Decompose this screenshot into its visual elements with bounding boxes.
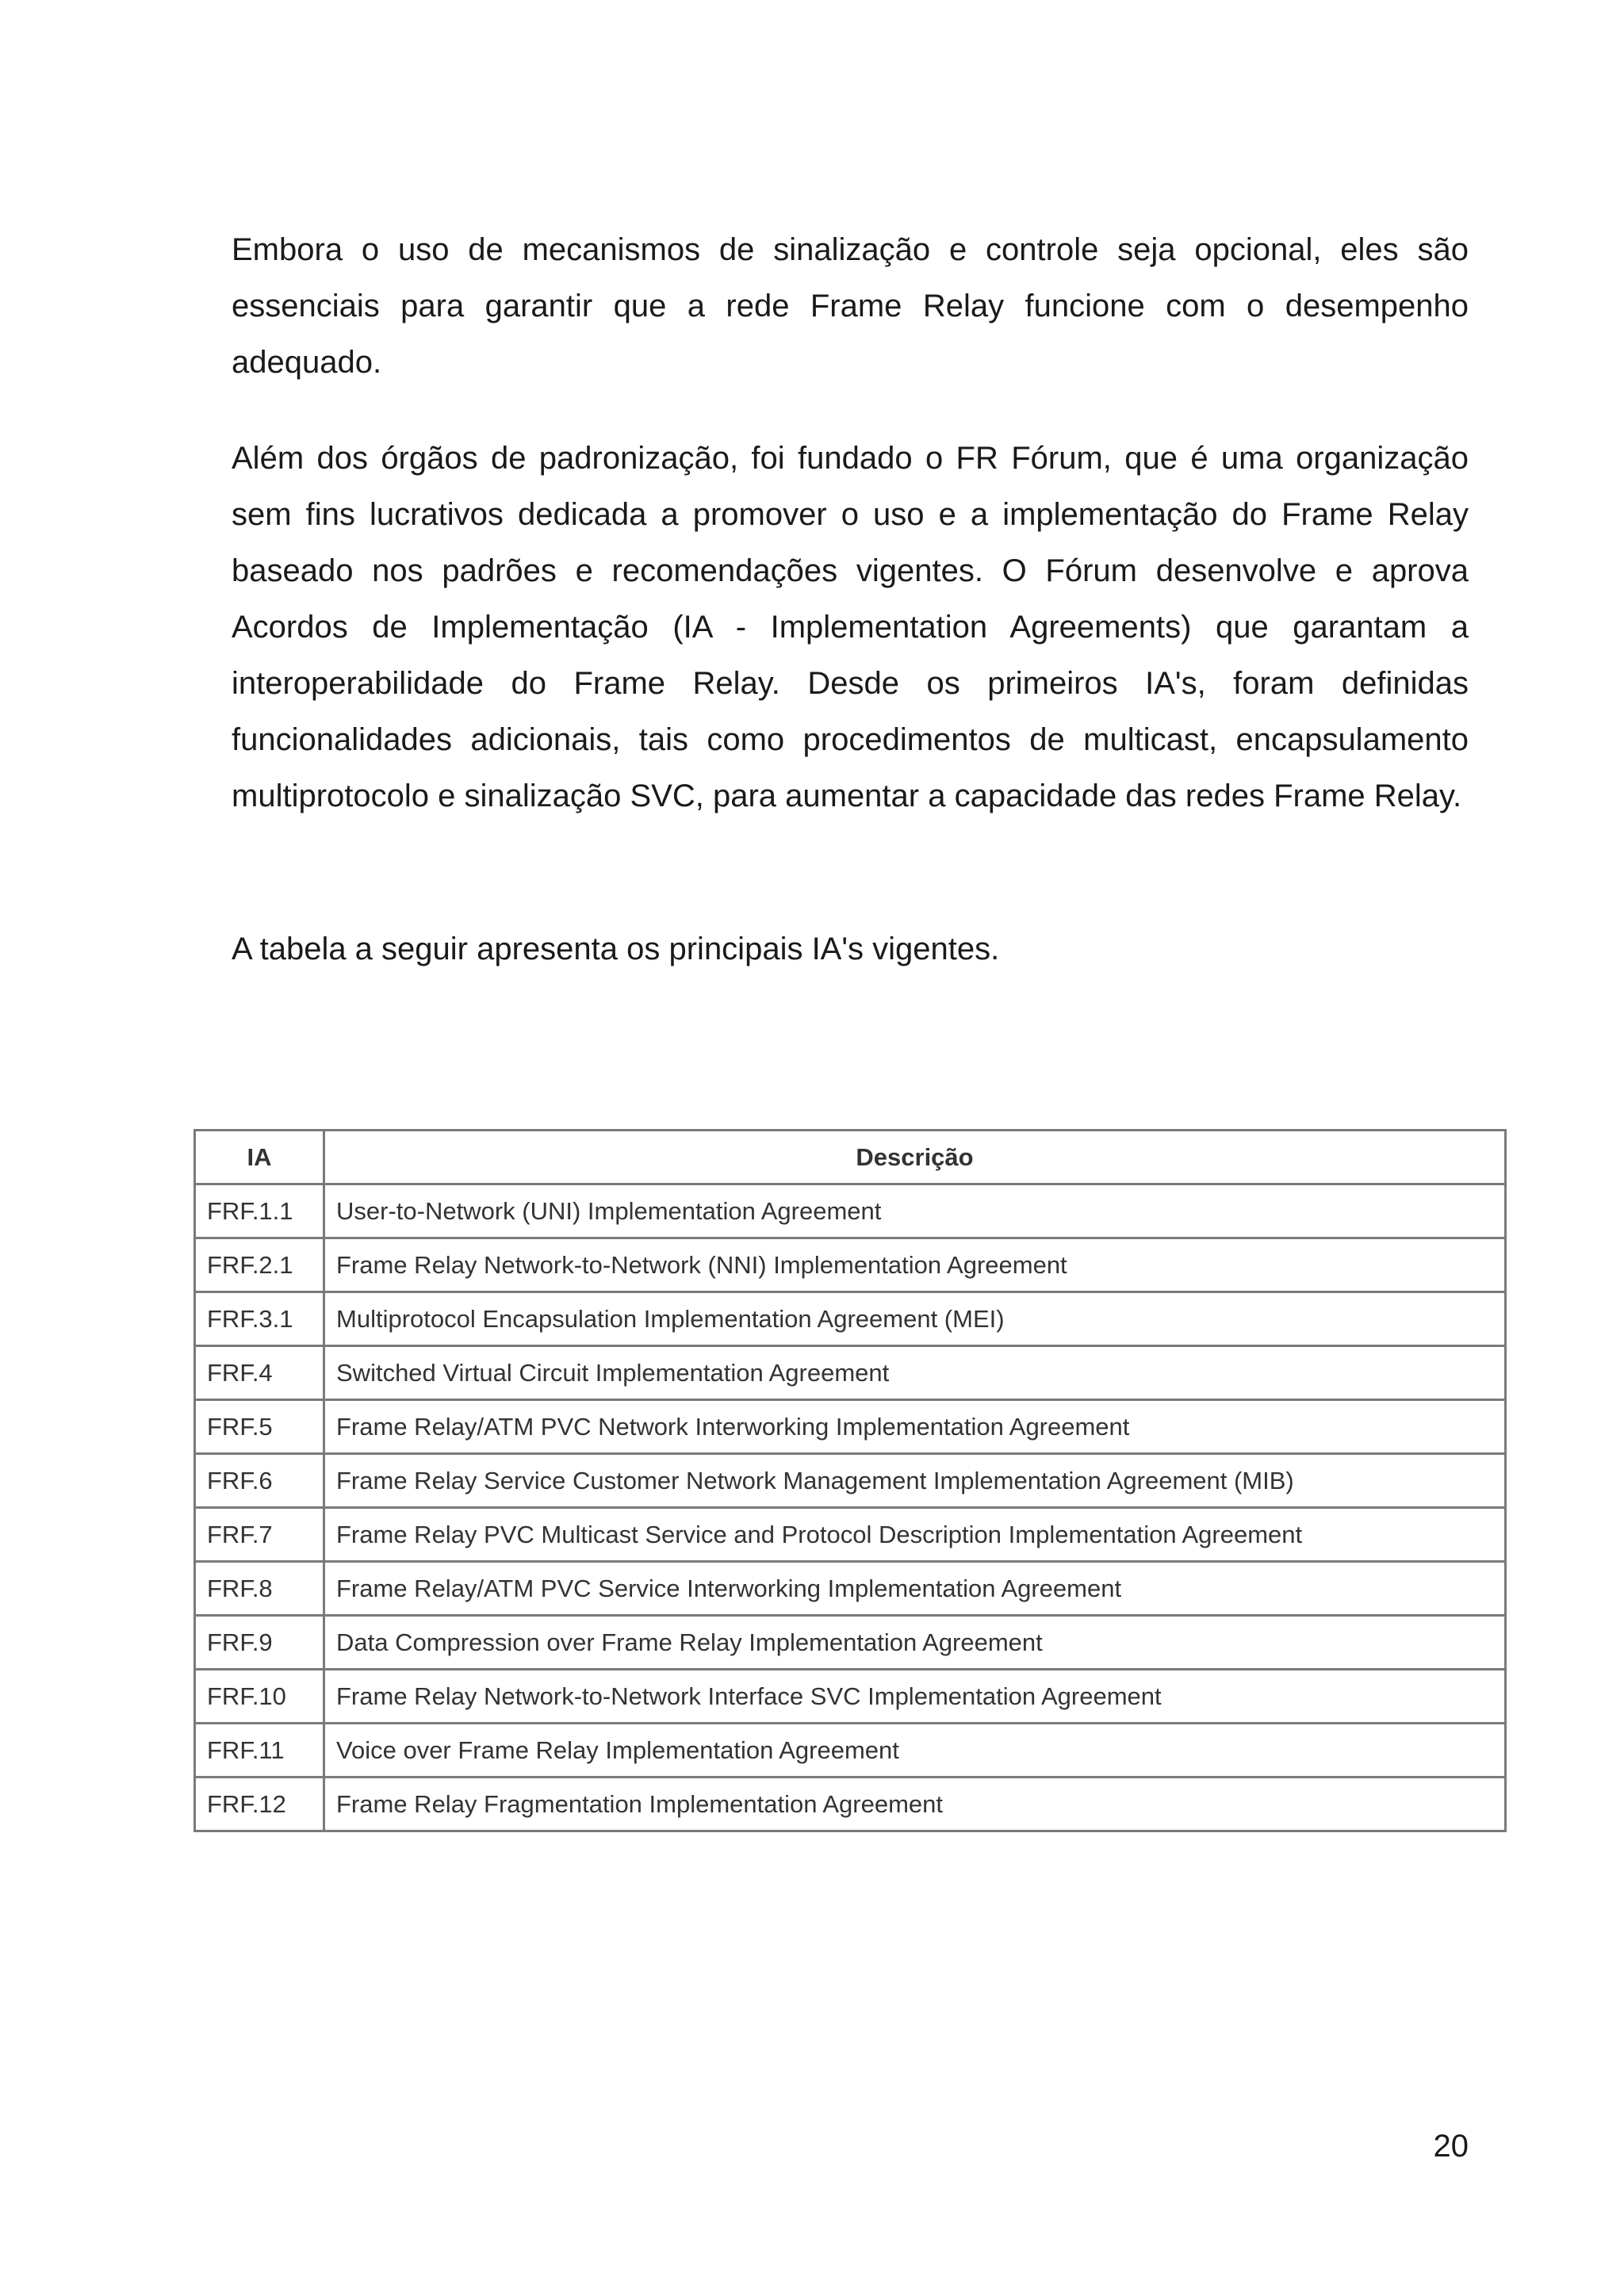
- ia-code-cell: FRF.10: [195, 1670, 324, 1724]
- ia-table: [193, 1129, 1507, 1832]
- table-row: [195, 1346, 1506, 1400]
- ia-description-cell: Data Compression over Frame Relay Implementation Agreement: [324, 1616, 1506, 1670]
- column-header-ia: IA: [195, 1131, 324, 1184]
- ia-description-cell: Frame Relay Network-to-Network (NNI) Implementation Agreement: [324, 1238, 1506, 1292]
- table-row: [195, 1724, 1506, 1777]
- ia-code-cell: FRF.9: [195, 1616, 324, 1670]
- table-row: [195, 1400, 1506, 1454]
- table-row: [195, 1670, 1506, 1724]
- table-row: [195, 1454, 1506, 1508]
- ia-code-cell: FRF.11: [195, 1724, 324, 1777]
- table-row: [195, 1562, 1506, 1616]
- ia-code-cell: FRF.12: [195, 1777, 324, 1831]
- table-row: [195, 1292, 1506, 1346]
- ia-description-cell: User-to-Network (UNI) Implementation Agreement: [324, 1184, 1506, 1238]
- table-row: [195, 1616, 1506, 1670]
- ia-description-cell: Frame Relay PVC Multicast Service and Protocol Description Implementation Agreement: [324, 1508, 1506, 1562]
- ia-code-cell: FRF.2.1: [195, 1238, 324, 1292]
- page-number: 20: [1433, 2129, 1469, 2164]
- ia-code-cell: FRF.5: [195, 1400, 324, 1454]
- ia-code-cell: FRF.8: [195, 1562, 324, 1616]
- table-row: [195, 1508, 1506, 1562]
- ia-description-cell: Frame Relay Fragmentation Implementation Agreement: [324, 1777, 1506, 1831]
- ia-description-cell: Frame Relay Service Customer Network Management Implementation Agreement (MIB): [324, 1454, 1506, 1508]
- ia-description-cell: Frame Relay Network-to-Network Interface SVC Implementation Agreement: [324, 1670, 1506, 1724]
- paragraph-fr-forum: Além dos órgãos de padronização, foi fundado o FR Fórum, que é uma organização sem fins lucrativos dedicada a promover o uso e a implementação do Frame Relay baseado nos padrões e recomendações vigentes. O Fórum desenvolve e aprova Acordos de Implementação (IA - Implementation Agreements) que garantam a interoperabilidade do Frame Relay. Desde os primeiros IA's, foram definidas funcionalidades adicionais, tais como procedimentos de multicast, encapsulamento multiprotocolo e sinalização SVC, para aumentar a capacidade das redes Frame Relay.: [232, 441, 1469, 813]
- ia-description-cell: Frame Relay/ATM PVC Network Interworking Implementation Agreement: [324, 1400, 1506, 1454]
- ia-description-cell: Frame Relay/ATM PVC Service Interworking Implementation Agreement: [324, 1562, 1506, 1616]
- table-row: [195, 1184, 1506, 1238]
- table-header-row: [195, 1131, 1506, 1184]
- ia-description-cell: Switched Virtual Circuit Implementation Agreement: [324, 1346, 1506, 1400]
- ia-description-cell: Voice over Frame Relay Implementation Agreement: [324, 1724, 1506, 1777]
- column-header-descricao: Descrição: [324, 1131, 1506, 1184]
- paragraph-sinalizacao: Embora o uso de mecanismos de sinalização e controle seja opcional, eles são essenciais para garantir que a rede Frame Relay funcione com o desempenho adequado.: [232, 232, 1469, 380]
- ia-code-cell: FRF.1.1: [195, 1184, 324, 1238]
- table-row: [195, 1777, 1506, 1831]
- ia-code-cell: FRF.3.1: [195, 1292, 324, 1346]
- ia-description-cell: Multiprotocol Encapsulation Implementation Agreement (MEI): [324, 1292, 1506, 1346]
- ia-code-cell: FRF.7: [195, 1508, 324, 1562]
- paragraph-table-intro: A tabela a seguir apresenta os principais IA's vigentes.: [232, 932, 1000, 966]
- ia-code-cell: FRF.6: [195, 1454, 324, 1508]
- ia-code-cell: FRF.4: [195, 1346, 324, 1400]
- table-row: [195, 1238, 1506, 1292]
